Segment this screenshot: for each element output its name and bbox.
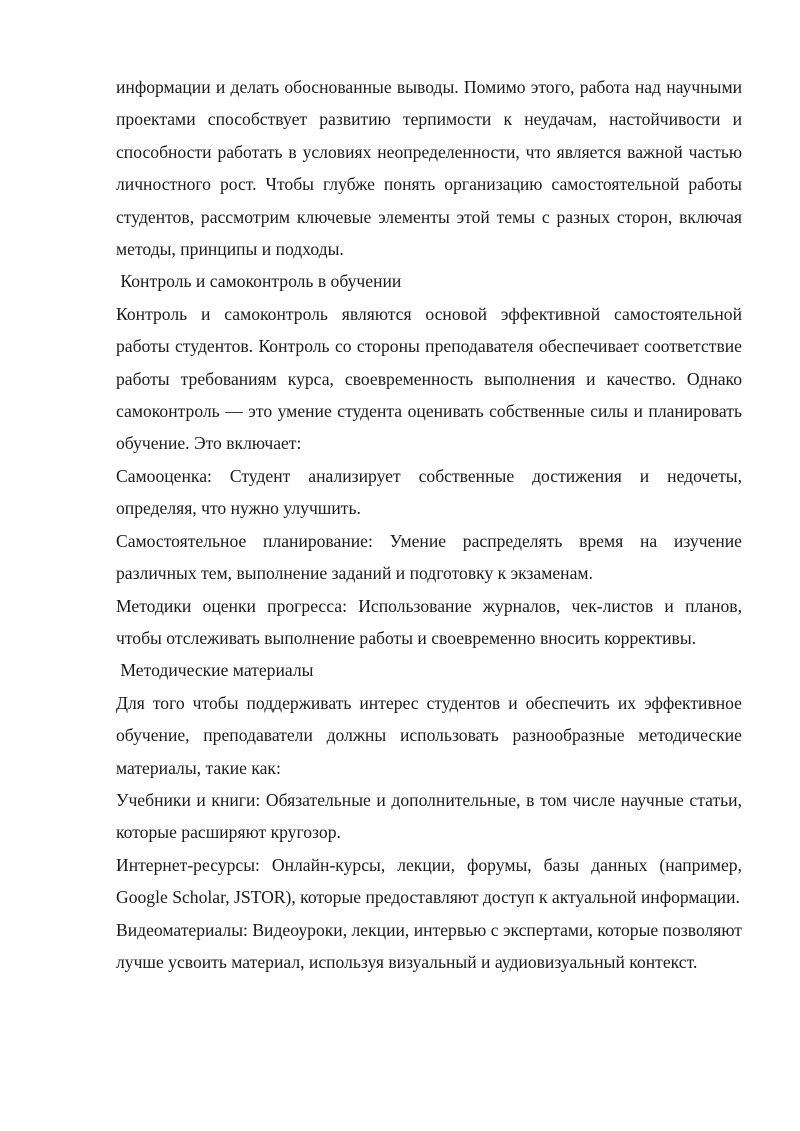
paragraph-intro-continuation: информации и делать обоснованные выводы. Помимо этого, работа над научными проектами способствует развитию терпимости к неудачам, настойчивости и способности работать в условиях неопределенности, что является важной частью личностного рост. Чтобы глубже понять организацию самостоятельной работы студентов, рассмотрим ключевые элементы этой темы с разных сторон, включая методы, принципы и подходы. <box>116 77 742 260</box>
paragraph-internet-resources: Интернет-ресурсы: Онлайн-курсы, лекции, форумы, базы данных (например, Google Scholar, JSTOR), которые предоставляют доступ к актуальной информации. <box>116 854 742 908</box>
paragraph-textbooks: Учебники и книги: Обязательные и дополнительные, в том числе научные статьи, которые расширяют кругозор. <box>116 789 742 843</box>
paragraph-video-materials: Видеоматериалы: Видеоуроки, лекции, интервью с экспертами, которые позволяют лучше усвоить материал, используя визуальный и аудиовизуальный контекст. <box>116 919 742 972</box>
section-heading-control: Контроль и самоконтроль в обучении <box>116 271 402 292</box>
paragraph-self-planning: Самостоятельное планирование: Умение распределять время на изучение различных тем, выполнение заданий и подготовку к экзаменам. <box>116 530 742 584</box>
paragraph-progress-methods: Методики оценки прогресса: Использование журналов, чек-листов и планов, чтобы отслеживать выполнение работы и своевременно вносить коррективы. <box>116 595 742 648</box>
document-page <box>116 71 742 978</box>
paragraph-control-overview: Контроль и самоконтроль являются основой эффективной самостоятельной работы студентов. Контроль со стороны преподавателя обеспечивает соответствие работы требованиям курса, своевременность выполнения и качество. Однако самоконтроль — это умение студента оценивать собственные силы и планировать обучение. Это включает: <box>116 303 742 454</box>
section-heading-materials: Методические материалы <box>116 660 314 681</box>
paragraph-materials-overview: Для того чтобы поддерживать интерес студентов и обеспечить их эффективное обучение, преподаватели должны использовать разнообразные методические материалы, такие как: <box>116 692 742 778</box>
paragraph-self-assessment: Самооценка: Студент анализирует собственные достижения и недочеты, определяя, что нужно улучшить. <box>116 465 742 519</box>
